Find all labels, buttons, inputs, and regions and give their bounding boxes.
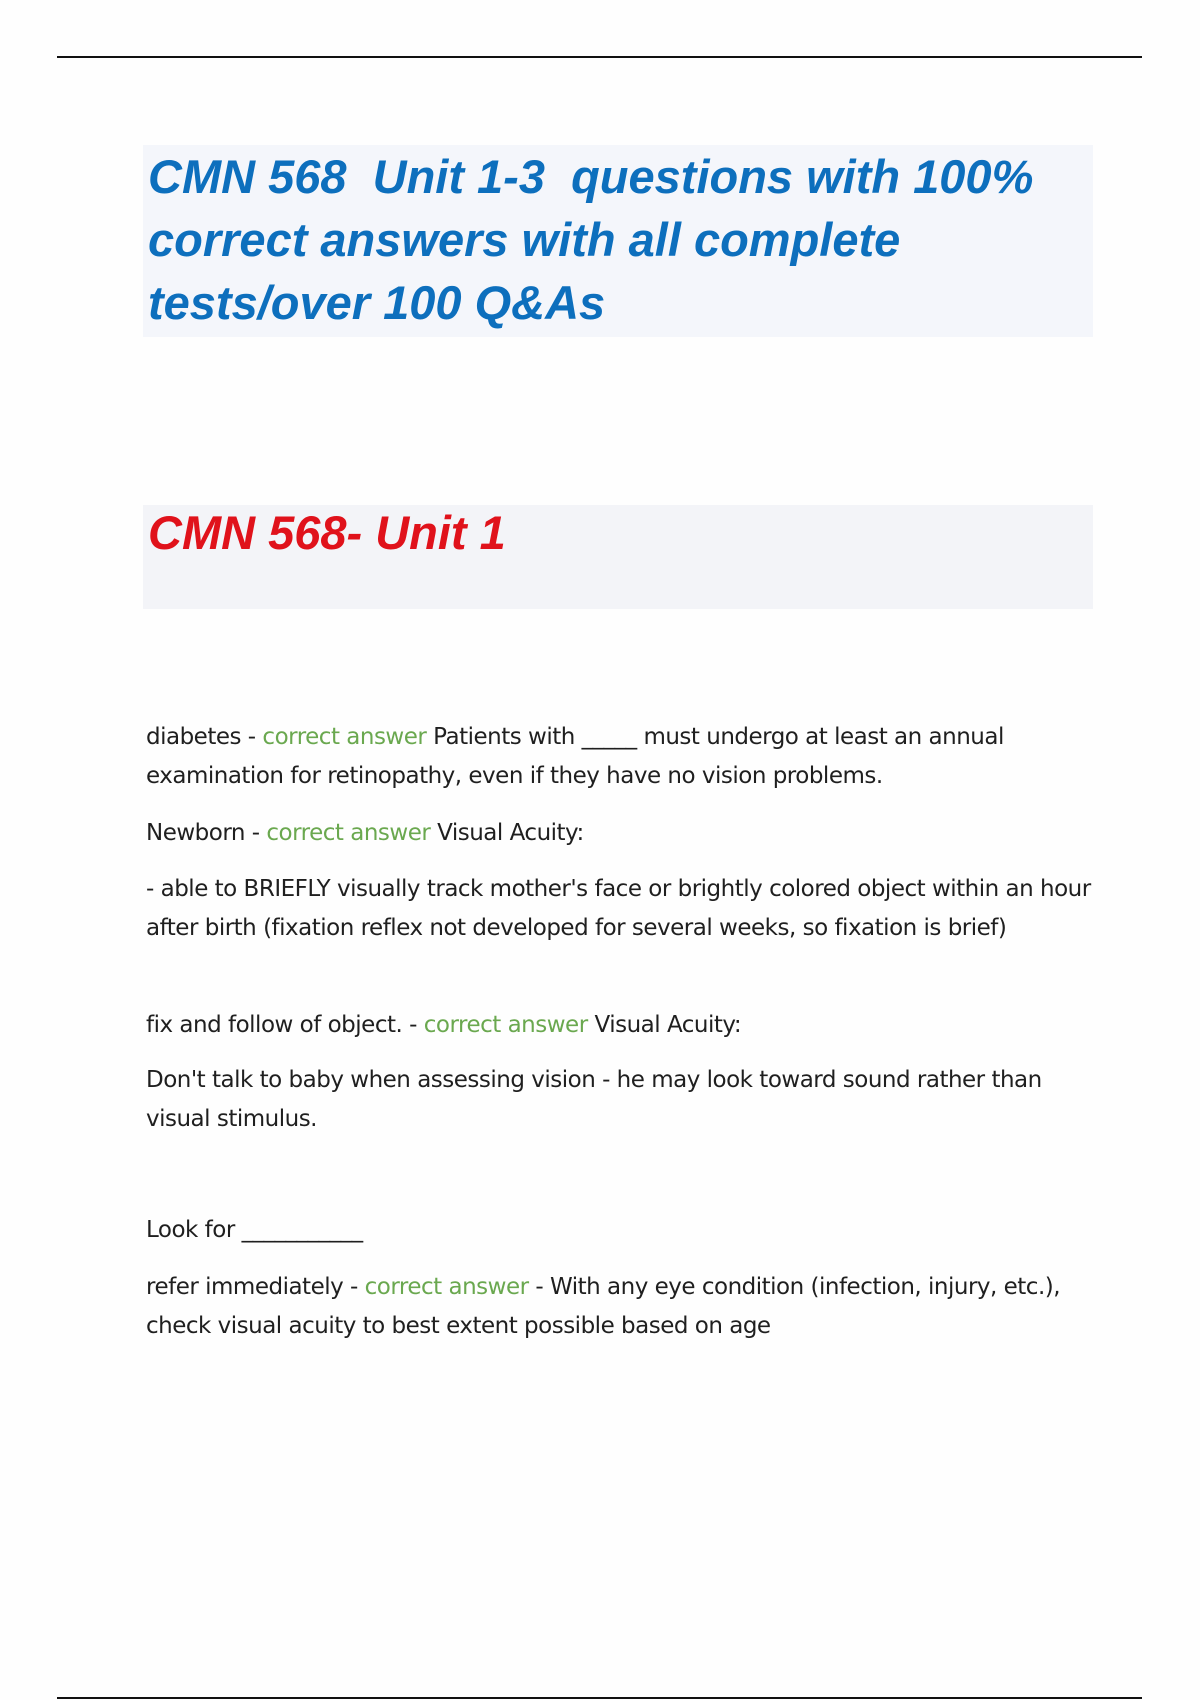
unit-banner <box>143 505 1093 609</box>
qa-answer: - With any eye condition (infection, injury, etc.), check visual acuity to best extent possible based on age <box>146 1274 1061 1339</box>
bottom-rule <box>57 1697 1142 1699</box>
correct-answer-label: correct answer <box>423 1012 588 1038</box>
correct-answer-label: correct answer <box>262 724 427 750</box>
qa-item-newborn <box>146 814 1096 853</box>
qa-term: refer immediately - <box>146 1274 365 1300</box>
qa-term: fix and follow of object. - <box>146 1012 424 1038</box>
correct-answer-label: correct answer <box>266 820 431 846</box>
qa-item-fix-follow <box>146 1006 1096 1045</box>
title-banner <box>143 145 1093 337</box>
qa-prompt-look-for: Look for ___________ <box>146 1217 363 1243</box>
unit-heading: CMN 568- Unit 1 <box>148 506 506 559</box>
top-rule <box>57 56 1142 58</box>
qa-note-tracking: - able to BRIEFLY visually track mother's face or brightly colored object within an hour after birth (fixation reflex not developed for several weeks, so fixation is brief) <box>146 876 1091 941</box>
qa-term: diabetes - <box>146 724 263 750</box>
qa-answer: Visual Acuity: <box>430 820 584 846</box>
qa-answer: Visual Acuity: <box>587 1012 742 1038</box>
document-title: CMN 568 Unit 1-3 questions with 100% correct answers with all complete tests/over 100 Q&As <box>148 150 1047 329</box>
correct-answer-label: correct answer <box>364 1274 529 1300</box>
qa-item-refer <box>146 1268 1096 1346</box>
qa-item-diabetes <box>146 718 1096 796</box>
qa-term: Newborn - <box>146 820 267 846</box>
qa-answer: Patients with _____ must undergo at least an annual examination for retinopathy, even if they have no vision problems. <box>146 724 1004 789</box>
qa-note-baby: Don't talk to baby when assessing vision - he may look toward sound rather than visual stimulus. <box>146 1067 1042 1132</box>
